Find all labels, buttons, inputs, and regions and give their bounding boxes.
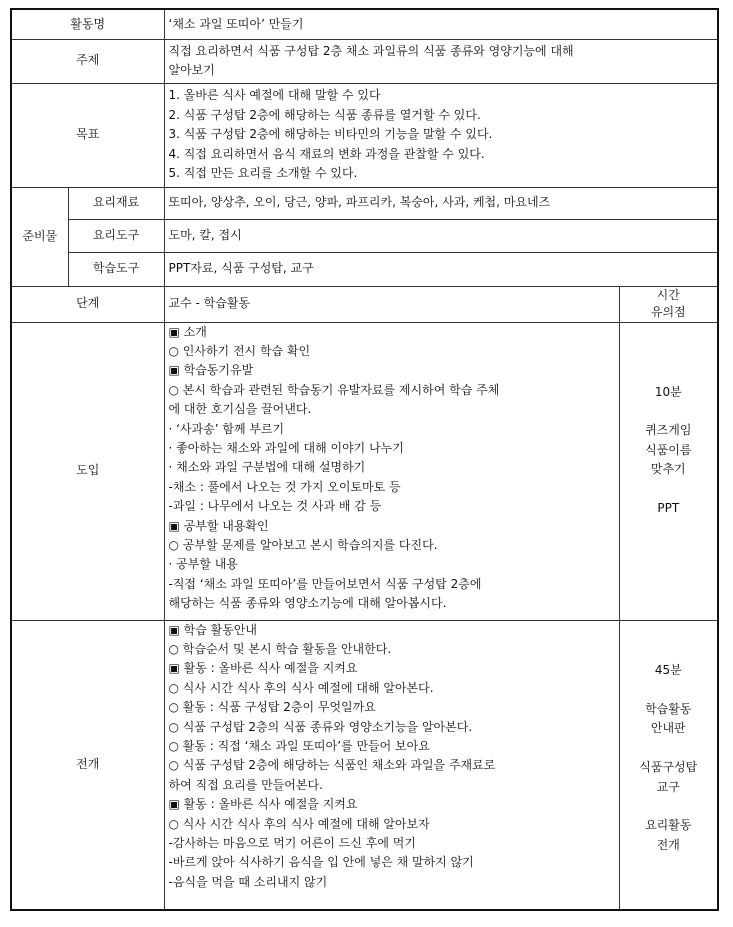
intro-line: ○ 본시 학습과 관련된 학습동기 유발자료를 제시하여 학습 주체: [168, 382, 500, 397]
development-activities: [164, 620, 619, 910]
goals-row: [11, 83, 718, 187]
intro-line: ○ 공부할 문제를 알아보고 본시 학습의지를 다진다.: [168, 537, 438, 552]
topic-line: 알아보기: [168, 63, 215, 77]
goal-item: 4. 직접 요리하면서 음식 재료의 변화 과정을 관찰할 수 있다.: [168, 146, 485, 161]
intro-note-spacer: [624, 402, 714, 421]
intro-line: 해당하는 식품 종류와 영양소기능에 대해 알아봅시다.: [168, 596, 447, 611]
development-note: 교구: [656, 779, 680, 794]
development-note-spacer: [624, 739, 714, 758]
development-note-spacer: [624, 681, 714, 700]
intro-line: ▣ 학습동기유발: [168, 363, 254, 378]
intro-line: ○ 인사하기 전시 학습 확인: [168, 343, 311, 358]
development-line: ▣ 활동 : 올바른 식사 예절을 지켜요: [168, 797, 358, 812]
intro-line: -과일 : 나무에서 나오는 것 사과 배 감 등: [168, 499, 382, 514]
intro-note-spacer: [624, 344, 714, 363]
intro-line: · 공부할 내용: [168, 557, 238, 572]
notes-header: 유의점: [650, 305, 686, 319]
tools-label: 요리도구: [68, 219, 164, 252]
intro-notes: [619, 322, 718, 620]
goal-item: 5. 직접 만든 요리를 소개할 수 있다.: [168, 166, 358, 181]
development-note: 학습활동: [645, 702, 692, 717]
development-note-time: 45분: [654, 663, 682, 678]
ingredients-value: 또띠아, 양상추, 오이, 당근, 양파, 파프리카, 복숭아, 사과, 케첩, 마요네즈: [164, 187, 718, 219]
goals-list: [164, 83, 718, 187]
development-line: ○ 학습순서 및 본시 학습 활동을 안내한다.: [168, 641, 392, 656]
development-line: ○ 식품 구성탑 2층에 해당하는 식품인 채소와 과일을 주재료로: [168, 758, 496, 773]
intro-line: -직접 ‘채소 과일 또띠아’를 만들어보면서 식품 구성탑 2층에: [168, 576, 482, 591]
intro-note-spacer: [624, 363, 714, 382]
development-note-spacer: [624, 642, 714, 661]
development-notes: [619, 620, 718, 910]
development-line: ▣ 활동 : 올바른 식사 예절을 지켜요: [168, 661, 358, 676]
time-notes-header: [619, 286, 718, 322]
development-line: ○ 식사 시간 식사 후의 식사 예절에 대해 알아보자: [168, 816, 430, 831]
lesson-plan-table: [10, 8, 719, 911]
learning-tools-row: [11, 252, 718, 286]
topic-value: [164, 39, 718, 83]
development-line: ○ 활동 : 식품 구성탑 2층이 무엇일까요: [168, 700, 376, 715]
ingredients-row: [11, 187, 718, 219]
intro-note-spacer: [624, 480, 714, 499]
development-line: ○ 활동 : 직접 ‘채소 과일 또띠아’를 만들어 보아요: [168, 738, 430, 753]
goal-item: 3. 식품 구성탑 2층에 해당하는 비타민의 기능을 말할 수 있다.: [168, 127, 493, 142]
intro-line: · ‘사과송’ 함께 부르기: [168, 421, 285, 436]
intro-line: · 좋아하는 채소와 과일에 대해 이야기 나누기: [168, 440, 404, 455]
intro-activities: [164, 322, 619, 620]
tools-value: 도마, 칼, 접시: [164, 219, 718, 252]
development-line: ○ 식사 시간 식사 후의 식사 예절에 대해 알아본다.: [168, 680, 434, 695]
intro-line: ▣ 소개: [168, 324, 207, 339]
topic-label: 주제: [11, 39, 164, 83]
development-note-spacer: [624, 623, 714, 642]
intro-line: · 채소와 과일 구분법에 대해 설명하기: [168, 460, 366, 475]
development-note: 식품구성탑: [639, 760, 698, 775]
intro-line: ▣ 공부할 내용확인: [168, 518, 269, 533]
intro-line: 에 대한 호기심을 끌어낸다.: [168, 402, 312, 417]
intro-note: 식품이름: [645, 442, 692, 457]
intro-line: -채소 : 풀에서 나오는 것 가지 오이토마토 등: [168, 479, 401, 494]
development-line: ○ 식품 구성탑 2층의 식품 종류와 영양소기능을 알아본다.: [168, 719, 473, 734]
activity-header: 교수 - 학습활동: [164, 286, 619, 322]
topic-row: [11, 39, 718, 83]
goal-item: 1. 올바른 식사 예절에 대해 말할 수 있다: [168, 88, 381, 103]
ingredients-label: 요리재료: [68, 187, 164, 219]
development-row: [11, 620, 718, 910]
tools-row: [11, 219, 718, 252]
intro-note-time: 10분: [654, 384, 682, 399]
development-note: 전개: [656, 837, 680, 852]
prep-label: 준비물: [11, 187, 68, 286]
intro-note: PPT: [657, 501, 680, 516]
intro-row: [11, 322, 718, 620]
intro-note: 퀴즈게임: [645, 423, 692, 438]
goal-item: 2. 식품 구성탑 2층에 해당하는 식품 종류를 열거할 수 있다.: [168, 107, 481, 122]
development-note-spacer: [624, 797, 714, 816]
topic-line: 직접 요리하면서 식품 구성탑 2층 채소 과일류의 식품 종류와 영양기능에 대해: [168, 43, 574, 58]
activity-value: ‘채소 과일 또띠아’ 만들기: [164, 9, 718, 39]
activity-label: 활동명: [11, 9, 164, 39]
development-line: -바르게 앉아 식사하기 음식을 입 안에 넣은 채 말하지 않기: [168, 855, 474, 870]
development-note: 요리활동: [645, 818, 692, 833]
learning-tools-label: 학습도구: [68, 252, 164, 286]
learning-tools-value: PPT자료, 식품 구성탑, 교구: [164, 252, 718, 286]
intro-note: 맞추기: [650, 462, 686, 477]
intro-note-spacer: [624, 325, 714, 344]
header-row: [11, 286, 718, 322]
time-header: 시간: [656, 288, 680, 302]
intro-stage: 도입: [11, 322, 164, 620]
development-stage: 전개: [11, 620, 164, 910]
development-line: 하여 직접 요리를 만들어본다.: [168, 777, 323, 792]
development-note: 안내판: [650, 721, 686, 736]
goals-label: 목표: [11, 83, 164, 187]
development-line: -음식을 먹을 때 소리내지 않기: [168, 874, 328, 889]
stage-header: 단계: [11, 286, 164, 322]
activity-row: [11, 9, 718, 39]
development-line: ▣ 학습 활동안내: [168, 622, 258, 637]
development-line: -감사하는 마음으로 먹기 어른이 드신 후에 먹기: [168, 835, 416, 850]
